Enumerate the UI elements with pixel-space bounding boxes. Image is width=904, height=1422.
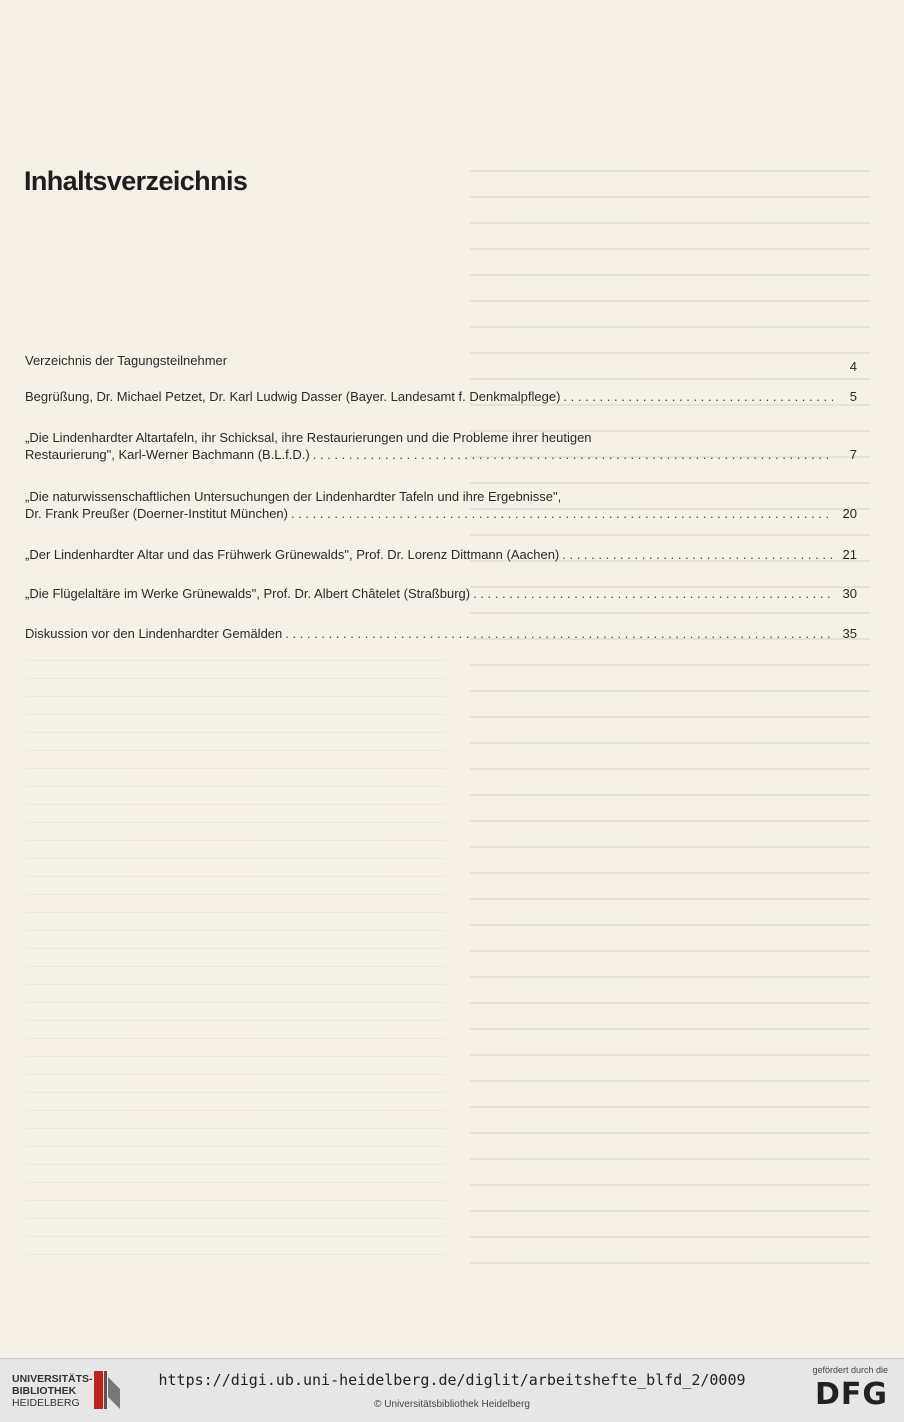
toc-entry-text: Diskussion vor den Lindenhardter Gemälden (25, 626, 283, 641)
toc-entry (25, 546, 857, 563)
toc-entry (25, 388, 857, 405)
library-logo[interactable]: UNIVERSITÄTS- BIBLIOTHEK HEIDELBERG (12, 1373, 93, 1409)
toc-entry-text: Begrüßung, Dr. Michael Petzet, Dr. Karl Ludwig Dasser (Bayer. Landesamt f. Denkmalpflege) (25, 389, 561, 404)
toc-entry-text: Verzeichnis der Tagungsteilnehmer (25, 353, 228, 368)
funding-note: gefördert durch die (812, 1365, 888, 1375)
toc-page-number: 5 (849, 389, 857, 404)
toc-entry (25, 488, 857, 522)
toc-entry (25, 352, 857, 374)
toc-page-number: 21 (842, 547, 857, 562)
toc-page-number: 30 (842, 586, 857, 601)
toc-page-number: 35 (842, 626, 857, 641)
toc-entry (25, 429, 857, 463)
toc-page-number: 4 (849, 359, 857, 374)
page-title: Inhaltsverzeichnis (24, 166, 248, 196)
toc-entry-text: „Die Flügelaltäre im Werke Grünewalds", Prof. Dr. Albert Châtelet (Straßburg) (25, 586, 471, 601)
copyright-notice: © Universitätsbibliothek Heidelberg (374, 1399, 530, 1410)
toc-entry (25, 585, 857, 602)
toc-entry-text: „Die naturwissenschaftlichen Untersuchungen der Lindenhardter Tafeln und ihre Ergebnisse", (25, 489, 562, 504)
viewer-footer (0, 1358, 904, 1422)
permalink-url[interactable]: https://digi.ub.uni-heidelberg.de/diglit/arbeitshefte_blfd_2/0009 (158, 1371, 746, 1389)
toc-entry-text: „Die Lindenhardter Altartafeln, ihr Schicksal, ihre Restaurierungen und die Probleme ihrer heutigen (25, 430, 592, 445)
show-through-text (470, 170, 870, 1270)
toc-page-number: 20 (842, 506, 857, 521)
toc-entry-text: Restaurierung", Karl-Werner Bachmann (B.L.f.D.) (25, 447, 310, 462)
toc-page-number: 7 (849, 447, 857, 462)
toc-entry-text: Dr. Frank Preußer (Doerner-Institut München) (25, 506, 288, 521)
funder-logo[interactable]: DFG (814, 1377, 888, 1412)
toc-entry (25, 625, 857, 642)
show-through-text-left (25, 660, 445, 1260)
toc-entry-text: „Der Lindenhardter Altar und das Frühwerk Grünewalds", Prof. Dr. Lorenz Dittmann (Aachen) (25, 547, 560, 562)
